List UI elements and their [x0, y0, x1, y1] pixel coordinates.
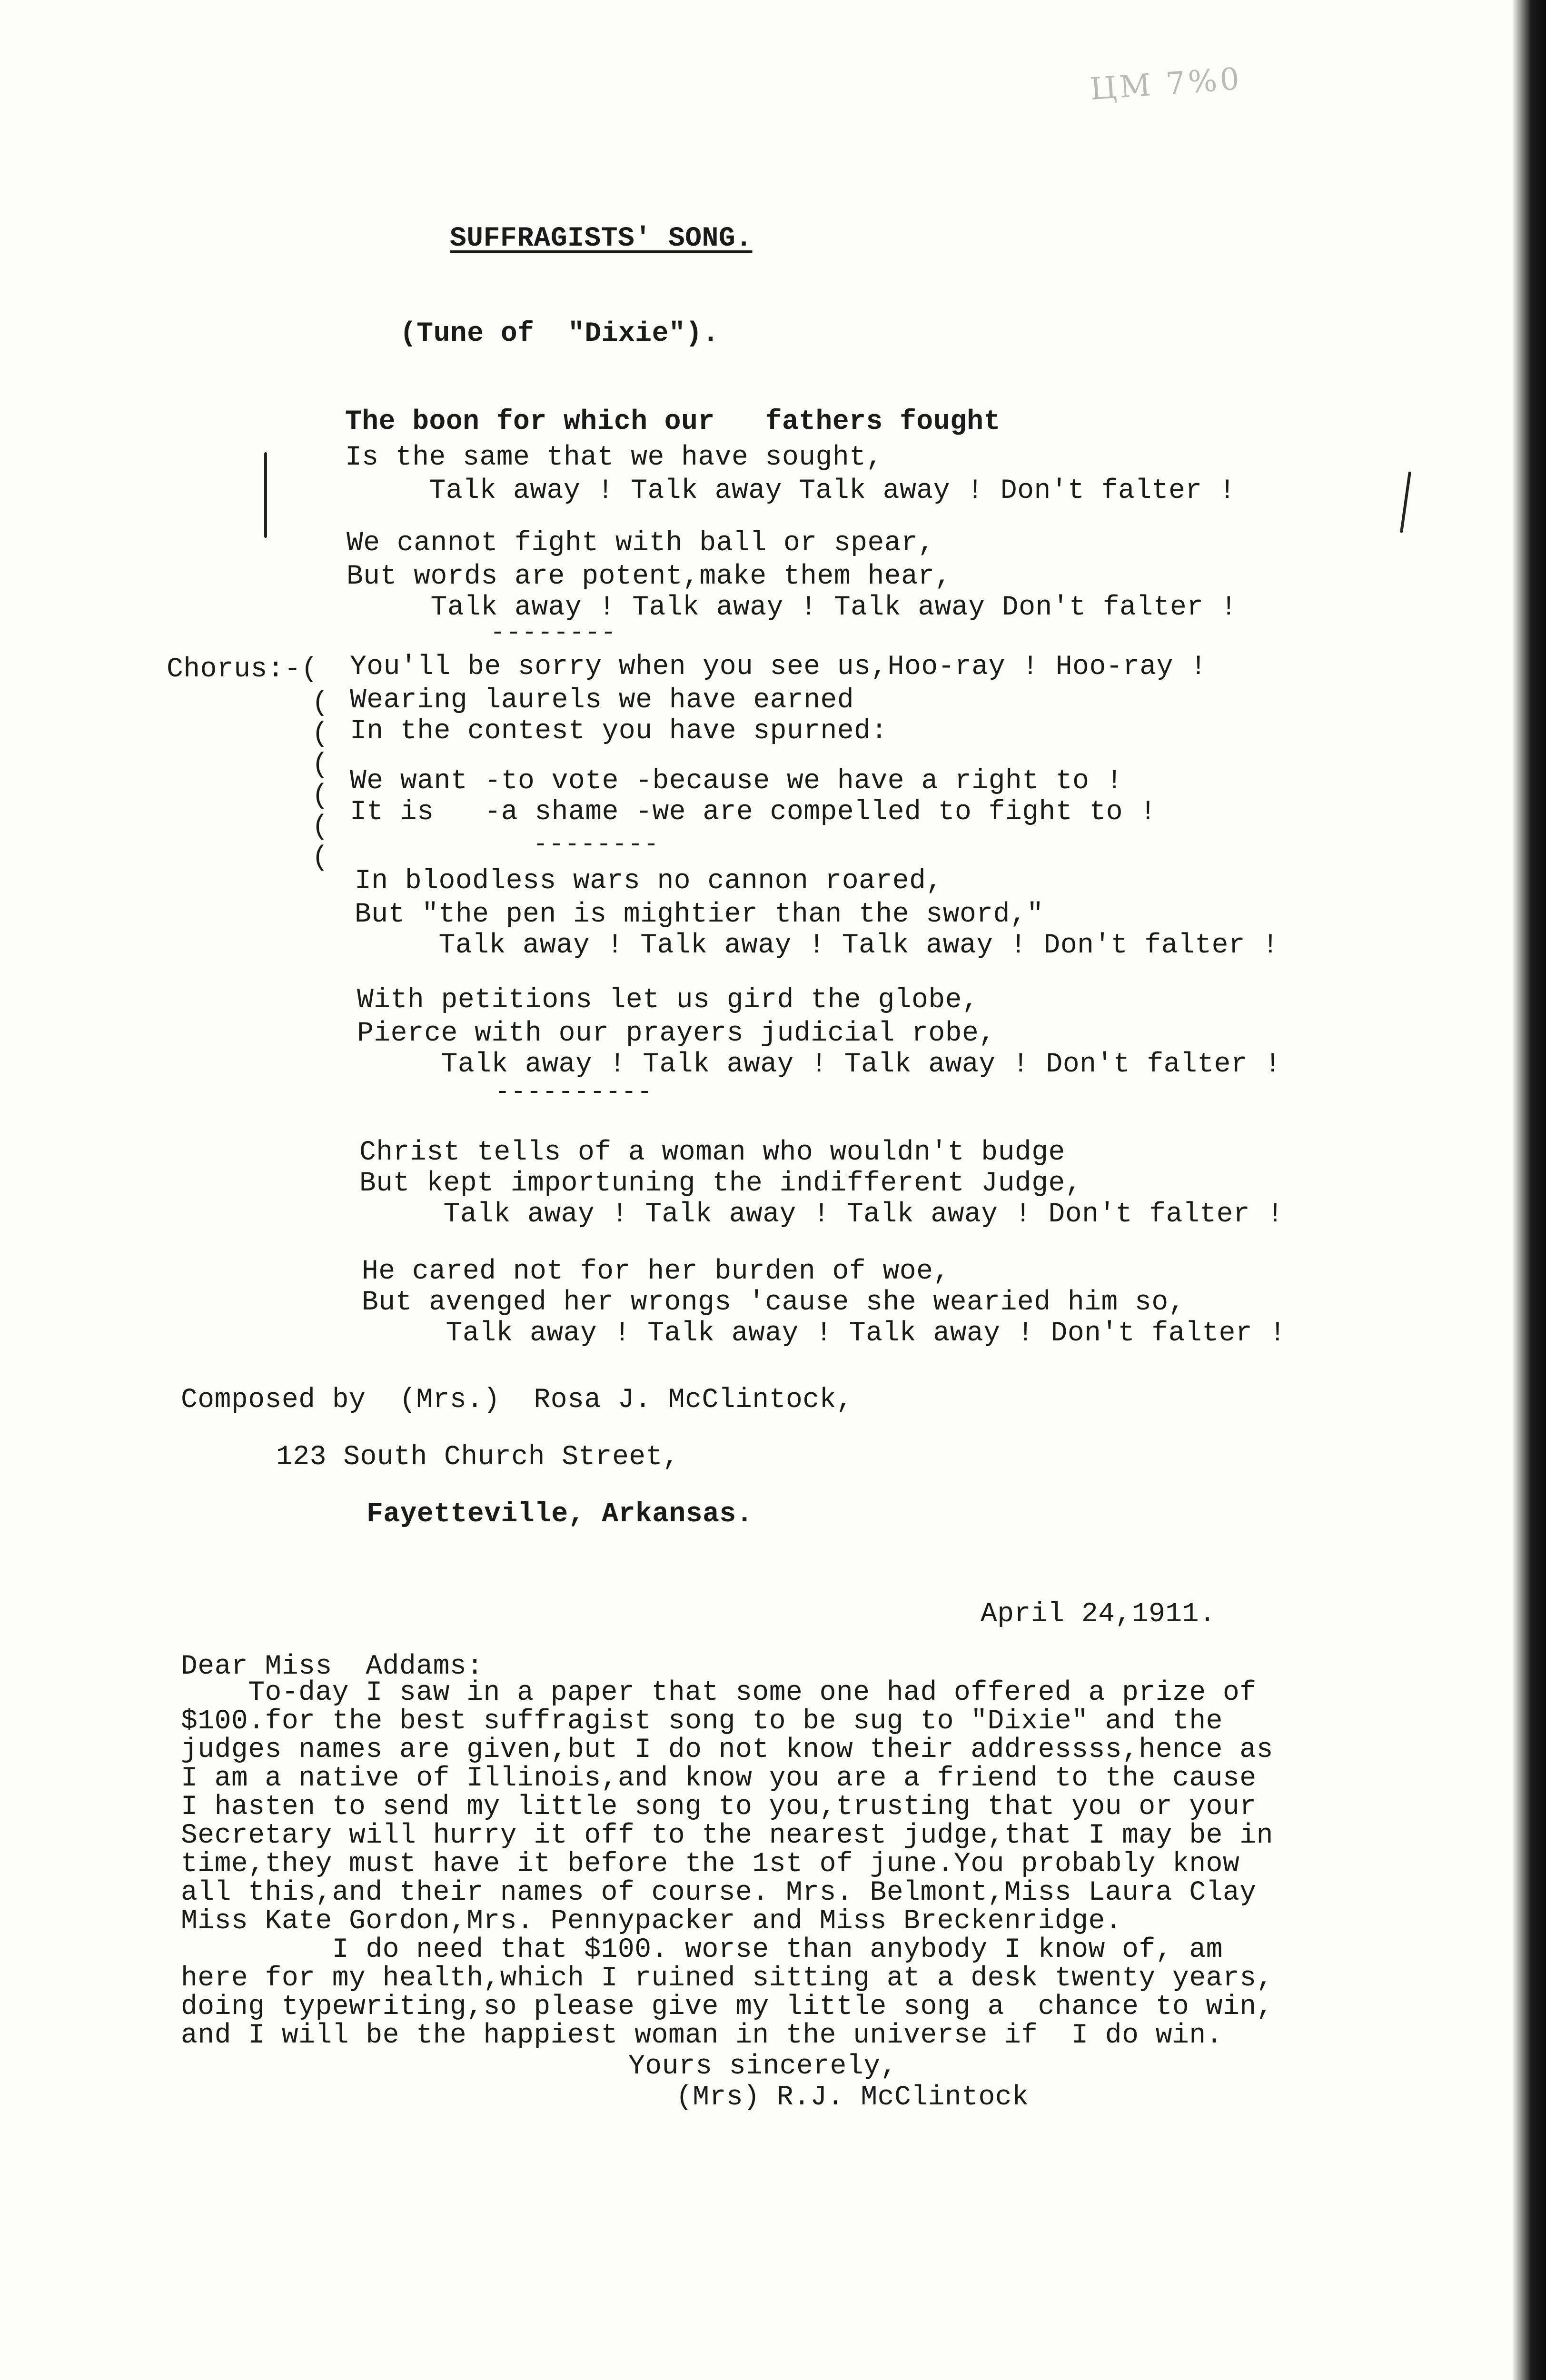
letter-body-line12: doing typewriting,so please give my little song a chance to win, [181, 1992, 1273, 2023]
verse2-line2: But words are potent,make them hear, [347, 561, 952, 592]
archive-stamp: ЦМ 7%0 [1089, 61, 1244, 108]
letter-closing: Yours sincerely, [628, 2051, 897, 2082]
chorus-line3: In the contest you have spurned: [350, 716, 888, 747]
chorus-label: Chorus:-( [167, 654, 318, 685]
composer-line1: Composed by (Mrs.) Rosa J. McClintock, [181, 1385, 853, 1416]
song-tune: (Tune of "Dixie"). [400, 318, 719, 349]
separator-1: -------- [490, 619, 617, 647]
chorus-line4: We want -to vote -because we have a right to ! [350, 766, 1123, 797]
verse1-line1: The boon for which our fathers fought [345, 407, 1001, 437]
verse1-line2: Is the same that we have sought, [345, 442, 883, 473]
chorus-line2: Wearing laurels we have earned [350, 685, 854, 716]
margin-mark-left [264, 452, 267, 538]
letter-body-line2: $100.for the best suffragist song to be sug to "Dixie" and the [181, 1706, 1223, 1737]
letter-body-line11: here for my health,which I ruined sitting at a desk twenty years, [181, 1963, 1273, 1994]
letter-body-line4: I am a native of Illinois,and know you are a friend to the cause [181, 1763, 1257, 1794]
verse6-line3: Talk away ! Talk away ! Talk away ! Don't falter ! [362, 1318, 1286, 1349]
song-title: SUFFRAGISTS' SONG. [450, 223, 753, 254]
verse6-line2: But avenged her wrongs 'cause she wearied him so, [362, 1287, 1185, 1318]
composer-line3: Fayetteville, Arkansas. [367, 1499, 753, 1530]
chorus-line1: You'll be sorry when you see us,Hoo-ray ! Hoo-ray ! [350, 652, 1207, 683]
verse5-line3: Talk away ! Talk away ! Talk away ! Don't falter ! [359, 1199, 1284, 1230]
letter-body-line1: To-day I saw in a paper that some one had offered a prize of [181, 1677, 1257, 1708]
composer-line2: 123 South Church Street, [276, 1442, 680, 1473]
verse5-line2: But kept importuning the indifferent Judge, [359, 1168, 1082, 1199]
verse3-line3: Talk away ! Talk away ! Talk away ! Don't falter ! [355, 930, 1279, 961]
separator-3: ---------- [495, 1078, 654, 1106]
margin-mark-right [1400, 471, 1411, 533]
letter-body-line5: I hasten to send my little song to you,trusting that you or your [181, 1792, 1257, 1823]
verse2-line3: Talk away ! Talk away ! Talk away Don't falter ! [347, 592, 1238, 623]
chorus-bracket: ( ( ( ( ( ( [312, 688, 328, 873]
separator-2: -------- [533, 831, 660, 859]
letter-body-line6: Secretary will hurry it off to the nearest judge,that I may be in [181, 1820, 1273, 1851]
letter-body-line7: time,they must have it before the 1st of june.You probably know [181, 1849, 1240, 1880]
letter-body-line8: all this,and their names of course. Mrs. Belmont,Miss Laura Clay [181, 1877, 1257, 1908]
letter-body-line3: judges names are given,but I do not know their addressss,hence as [181, 1735, 1273, 1765]
letter-date: April 24,1911. [981, 1599, 1216, 1630]
verse6-line1: He cared not for her burden of woe, [362, 1256, 950, 1287]
verse3-line2: But "the pen is mightier than the sword," [355, 899, 1044, 930]
letter-signature: (Mrs) R.J. McClintock [676, 2082, 1029, 2113]
letter-salutation: Dear Miss Addams: [181, 1651, 484, 1682]
scan-edge [1513, 0, 1546, 2380]
letter-body-line13: and I will be the happiest woman in the universe if I do win. [181, 2020, 1223, 2051]
letter-body-line10: I do need that $100. worse than anybody I know of, am [181, 1934, 1223, 1965]
verse5-line1: Christ tells of a woman who wouldn't budge [359, 1137, 1065, 1168]
verse4-line1: With petitions let us gird the globe, [357, 985, 979, 1016]
letter-body-line9: Miss Kate Gordon,Mrs. Pennypacker and Miss Breckenridge. [181, 1906, 1122, 1937]
verse3-line1: In bloodless wars no cannon roared, [355, 866, 943, 897]
verse4-line2: Pierce with our prayers judicial robe, [357, 1018, 996, 1049]
verse1-line3: Talk away ! Talk away Talk away ! Don't falter ! [345, 476, 1236, 506]
chorus-line5: It is -a shame -we are compelled to fight to ! [350, 797, 1157, 828]
verse2-line1: We cannot fight with ball or spear, [347, 528, 935, 559]
verse4-line3: Talk away ! Talk away ! Talk away ! Don't falter ! [357, 1049, 1281, 1080]
